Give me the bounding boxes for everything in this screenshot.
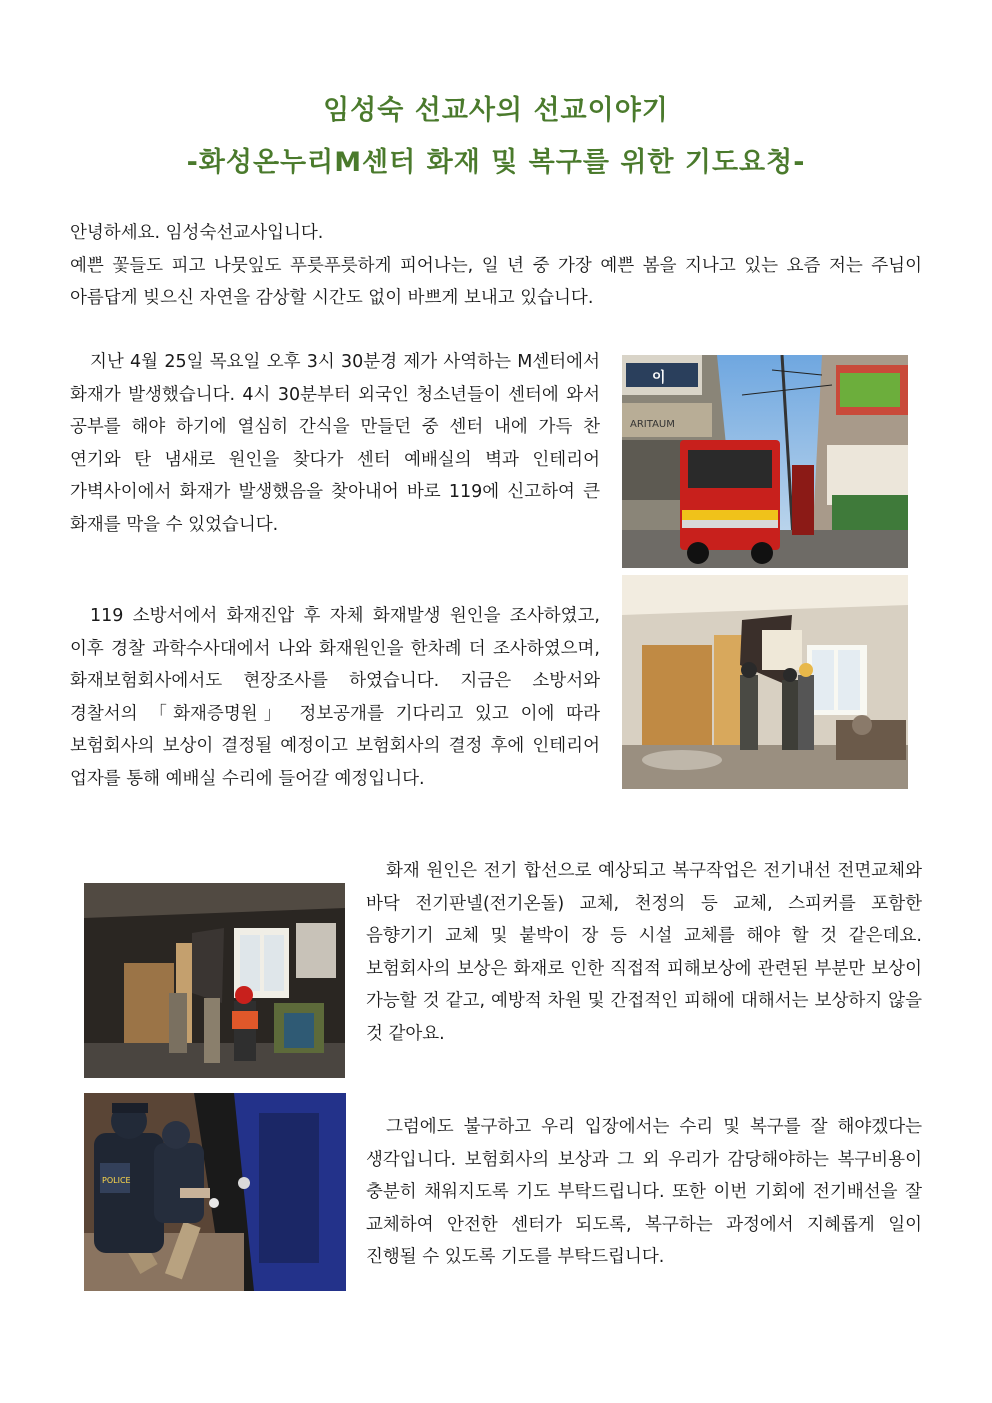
greeting-line-1: 안녕하세요. 임성숙선교사입니다.	[70, 223, 324, 243]
paragraph-investigation: 119 소방서에서 화재진압 후 자체 화재발생 원인을 조사하였고, 이후 경찰 과학수사대에서 나와 화재원인을 한차례 더 조사하였으며, 화재보험회사에서도 현장조사를 하였습니다. 지금은 소방서와 경찰서의 「화재증명원」 정보공개를 기다리고 있고 이에 따라 보험회사의 보상이 결정될 예정이고 보험회사의 결정 후에 인테리어 업자를 통해 예배실 수리에 들어갈 예정입니다.	[70, 606, 600, 789]
greeting-line-2: 예쁜 꽃들도 피고 나뭇잎도 푸릇푸릇하게 피어나는, 일 년 중 가장 예쁜 봄을 지나고 있는 요즘 저는 주님이 아름답게 빚으신 자연을 감상할 시간도 없이 바쁘게 보내고 있습니다.	[70, 255, 922, 308]
storefront-sign: ARITAUM	[630, 419, 675, 430]
page-subtitle: -화성온누리M센터 화재 및 복구를 위한 기도요청-	[186, 147, 806, 178]
photo-firefighters-room	[622, 575, 908, 789]
greeting	[70, 217, 922, 315]
police-patch: POLICE	[102, 1176, 131, 1185]
paragraph-fire-incident: 지난 4월 25일 목요일 오후 3시 30분경 제가 사역하는 M센터에서 화재가 발생했습니다. 4시 30분부터 외국인 청소년들이 센터에 와서 공부를 해야 하기에 열심히 간식을 만들던 중 센터 내에 가득 찬 연기와 탄 냄새로 원인을 찾다가 센터 예배실의 벽과 인테리어 가벽사이에서 화재가 발생했음을 찾아내어 바로 119에 신고하여 큰 화재를 막을 수 있었습니다.	[70, 352, 600, 535]
paragraph-cause-and-repair: 화재 원인은 전기 합선으로 예상되고 복구작업은 전기내선 전면교체와 바닥 전기판넬(전기온돌) 교체, 천정의 등 교체, 스피커를 포함한 음향기기 교체 및 붙박이 장 등 시설 교체를 해야 할 것 같은데요. 보험회사의 보상은 화재로 인한 직접적 피해보상에 관련된 부분만 보상이 가능할 것 같고, 예방적 차원 및 간접적인 피해에 대해서는 보상하지 않을 것 같아요.	[366, 861, 922, 1044]
paragraph-prayer-request: 그럼에도 불구하고 우리 입장에서는 수리 및 복구를 잘 해야겠다는 생각입니다. 보험회사의 보상과 그 외 우리가 감당해야하는 복구비용이 충분히 채워지도록 기도 부탁드립니다. 또한 이번 기회에 전기배선을 잘 교체하여 안전한 센터가 되도록, 복구하는 과정에서 지혜롭게 일이 진행될 수 있도록 기도를 부탁드립니다.	[366, 1117, 922, 1267]
svg-text:이: 이	[652, 370, 666, 386]
page-title: 임성숙 선교사의 선교이야기	[323, 95, 669, 126]
photo-fire-truck-street	[622, 355, 908, 568]
photo-firefighters-worship-room	[84, 883, 345, 1078]
photo-police-investigation	[84, 1093, 346, 1291]
